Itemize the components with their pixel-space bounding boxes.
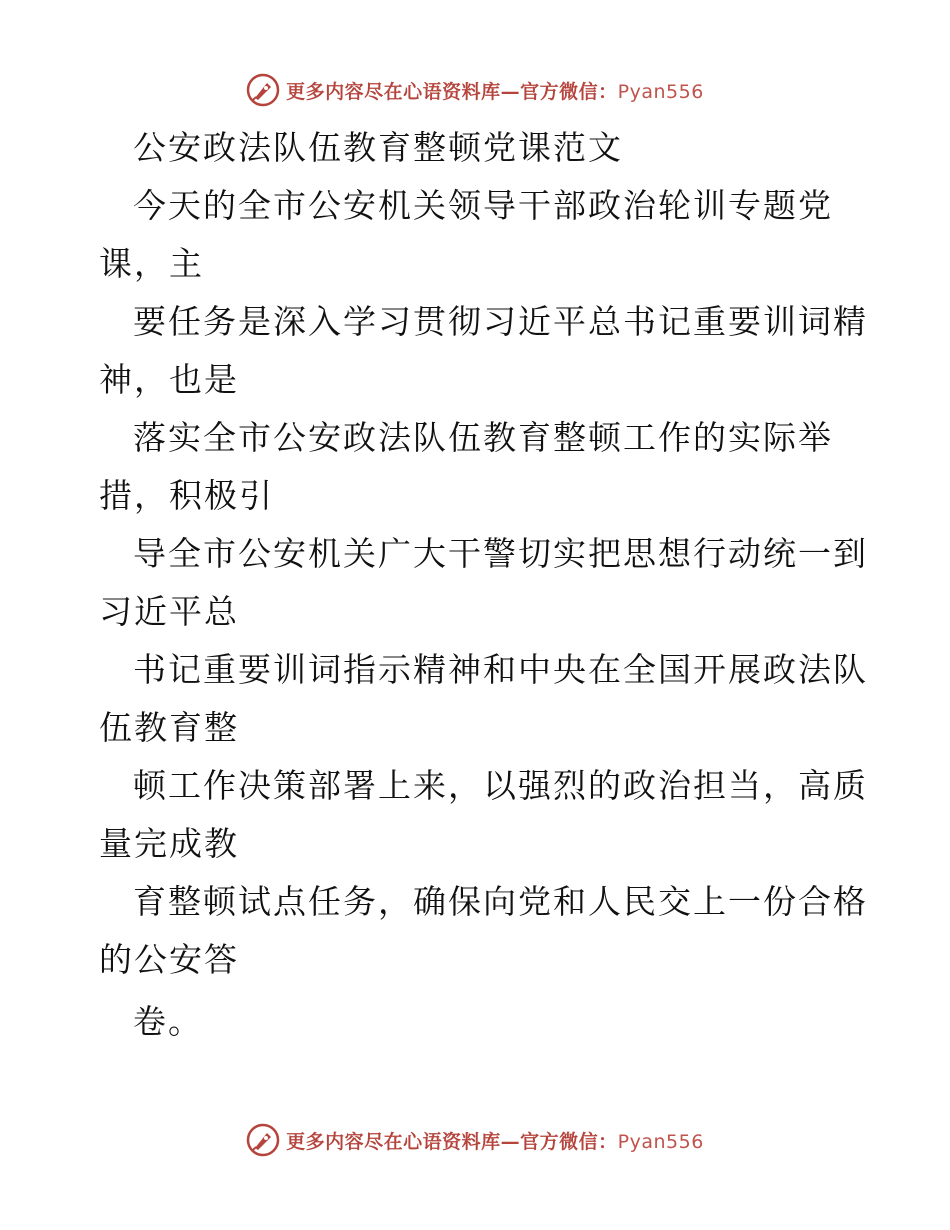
paragraph-line: 导全市公安机关广大干警切实把思想行动统一到: [133, 534, 868, 573]
paragraph-line: 课，主: [99, 244, 204, 283]
footer-banner: [0, 1120, 950, 1160]
footer-banner-text: [286, 1127, 704, 1154]
document-title: 公安政法队伍教育整顿党课范文: [133, 128, 623, 167]
paragraph-line: 卷。: [133, 1002, 203, 1041]
footer-banner-wechat-id: Pyan556: [617, 1130, 704, 1153]
paragraph-line: 神，也是: [99, 360, 239, 399]
paragraph-line: 措，积极引: [99, 476, 274, 515]
footer-banner-cn: 更多内容尽在心语资料库—官方微信：: [286, 1130, 618, 1153]
paragraph-line: 要任务是深入学习贯彻习近平总书记重要训词精: [133, 302, 868, 341]
header-banner-cn: 更多内容尽在心语资料库—官方微信：: [286, 80, 618, 103]
paragraph-line: 书记重要训词指示精神和中央在全国开展政法队: [133, 650, 868, 689]
paragraph-line: 今天的全市公安机关领导干部政治轮训专题党: [133, 186, 833, 225]
header-banner-wechat-id: Pyan556: [617, 80, 704, 103]
paragraph-line: 的公安答: [99, 940, 239, 979]
paragraph-line: 习近平总: [99, 592, 239, 631]
paragraph-line: 落实全市公安政法队伍教育整顿工作的实际举: [133, 418, 833, 457]
pen-nib-seal-icon: [246, 1123, 280, 1157]
paragraph-line: 育整顿试点任务，确保向党和人民交上一份合格: [133, 882, 868, 921]
paragraph-line: 顿工作决策部署上来，以强烈的政治担当，高质: [133, 766, 868, 805]
paragraph-line: 伍教育整: [99, 708, 239, 747]
paragraph-line: 量完成教: [99, 824, 239, 863]
